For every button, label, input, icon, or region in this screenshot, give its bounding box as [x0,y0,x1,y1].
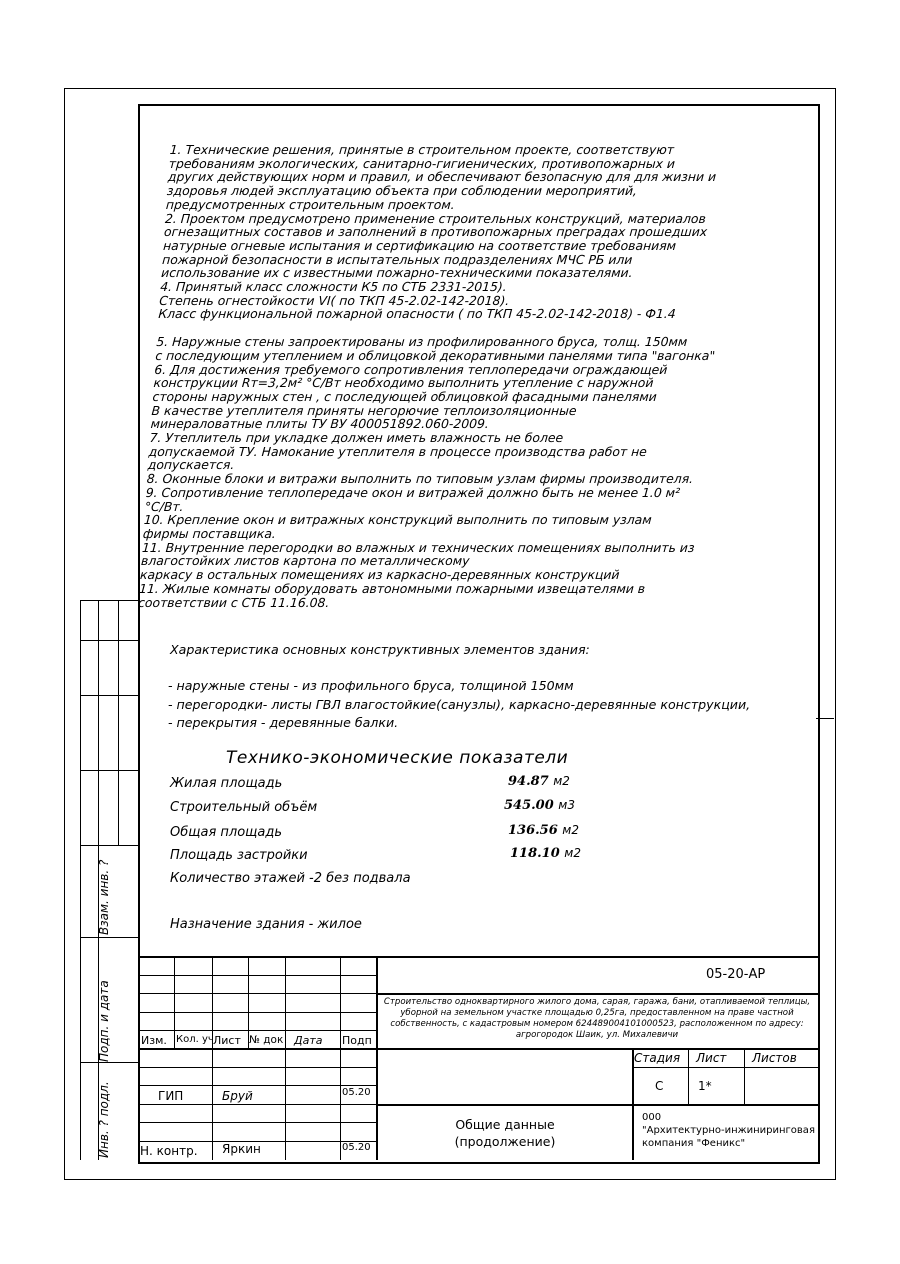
stamp-line [744,1048,745,1104]
hdr-izm: Изм. [141,1034,167,1047]
characteristics-title: Характеристика основных конструктивных элементов здания: [170,642,590,657]
stamp-line [340,956,341,1160]
stamp-line [138,1012,376,1013]
stamp-border [376,993,818,995]
sheet-title: Общие данные (продолжение) [454,1117,556,1149]
stamp-border [376,1048,818,1050]
side-line [118,600,119,845]
stamp-line [138,1030,376,1031]
stamp-border [138,956,818,958]
stage-value: С [655,1079,664,1093]
sheets-header: Листов [752,1051,797,1065]
note-1: 1. Технические решения, принятые в строительном проекте, соответствуют требованиям экологических, санитарно-гигиенических, противопожарных и других действующих норм и правил, и обеспечивают безопасную для для жизни и здоровья людей эксплуатацию объекта при соблюдении мероприятий, предусмотренных строительным проектом. [165,142,717,212]
tep-value: 94.87 м2 [508,774,570,789]
gip-name: Бруй [222,1089,253,1103]
sheet-value: 1* [698,1079,712,1093]
stamp-line [138,1067,376,1068]
hdr-sign: Подп [342,1034,372,1047]
stage-header: Стадия [634,1051,681,1065]
gip-date: 05.20 [342,1087,371,1098]
hdr-date: Дата [294,1034,323,1047]
gip-role: ГИП [158,1089,184,1103]
tep-label: Общая площадь [170,825,283,840]
stamp-line [632,1067,818,1068]
hdr-kol: Кол. уч [176,1034,214,1045]
stamp-line [138,1122,376,1123]
stamp-border [376,956,378,1160]
tep-value: 545.00 м3 [504,798,575,813]
sheet-header: Лист [696,1051,727,1065]
project-title: Строительство одноквартирного жилого дома, сарая, гаража, бани, отапливаемой теплицы, уборной на земельном участке площадью 0,25га, предоставленном на праве частной собственность, с кадастровым номером 624489004101000523, расположенном по адресу: агрогородок Шаик, ул. Михалевичи [383,997,811,1040]
stamp-line [138,1104,376,1105]
hdr-ndok: № док [249,1034,284,1046]
stamp-line [212,956,213,1160]
stamp-line [138,1048,376,1050]
stamp-line [285,956,286,1160]
note-4: 4. Принятый класс сложности К5 по СТБ 2331-2015). Степень огнестойкости VI( по ТКП 45-2.02-142-2018). Класс функциональной пожарной опасности ( по ТКП 45-2.02-142-2018) - Ф1.4 [157,279,677,322]
tep-label: Жилая площадь [170,776,283,791]
frame-tick [816,718,834,719]
side-line [80,937,138,938]
side-line [80,770,138,771]
stamp-line [688,1048,689,1104]
characteristics-item: - перекрытия - деревянные балки. [168,715,399,730]
stamp-border [376,1104,818,1106]
side-label-vzam: Взам. инв. ? [97,859,111,935]
side-label-inv-orig: Инв. ? подл. [97,1081,111,1158]
side-line [80,845,138,846]
stamp-line [174,956,175,1050]
organization: 000 "Архитектурно-инжиниринговая компания "Феникс" [642,1112,815,1149]
side-label-sign-date: Подп. и дата [97,980,111,1062]
tep-value: 118.10 м2 [510,846,581,861]
hdr-list: Лист [213,1034,241,1047]
general-notes [138,143,811,609]
side-line [80,695,138,696]
stamp-line [138,993,376,994]
project-code: 05-20-АР [706,967,766,982]
tep-purpose: Назначение здания - жилое [170,917,362,932]
stamp-line [138,1085,376,1086]
stamp-line [138,975,376,976]
tep-label: Площадь застройки [170,848,308,863]
note-5-11: 5. Наружные стены запроектированы из профилированного бруса, толщ. 150мм с последующим утеплением и облицовкой декоративными панелями типа "вагонка" 6. Для достижения требуемого сопротивления теплопередачи ограждающей конструкции Rт=3,2м² °С/Вт необходимо выполнить утепление с наружной стороны наружных стен , с последующей облицовкой фасадными панелями В качестве утеплителя приняты негорючие теплоизоляционные минераловатные плиты ТУ ВУ 400051892.060-2009. 7. Утеплитель при укладке должен иметь влажность не более допускаемой ТУ. Намокание утеплителя в процессе производства работ не допускается. 8. Оконные блоки и витражи выполнить по типовым узлам фирмы производителя. 9. Сопротивление теплопередаче окон и витражей должно быть не менее 1.0 м² °С/Вт. 10. Крепление окон и витражных конструкций выполнить по типовым узлам фирмы поставщика. 11. Внутренние перегородки во влажных и технических помещениях выполнить из влагостойких листов картона по металлическому каркасу в остальных помещениях из каркасно-деревянных конструкций 11. Жилые комнаты оборудовать автономными пожарными извещателями в соответствии с СТБ 11.16.08. [137,334,716,610]
side-line [80,600,138,601]
tep-label: Строительный объём [170,800,318,815]
nk-date: 05.20 [342,1142,371,1153]
tep-floors: Количество этажей -2 без подвала [170,871,411,886]
tep-title: Технико-экономические показатели [226,748,569,768]
nk-name: Яркин [222,1142,261,1156]
characteristics-item: - наружные стены - из профильного бруса, толщиной 150мм [168,678,574,693]
note-2: 2. Проектом предусмотрено применение строительных конструкций, материалов огнезащитных составов и заполнений в противопожарных преградах прошедших натурные огневые испытания и сертификацию на соответствие требованиям пожарной безопасности в испытательных подразделениях МЧС РБ или использование их с известными пожарно-техническими показателями. [160,210,708,281]
characteristics-item: - перегородки- листы ГВЛ влагостойкие(санузлы), каркасно-деревянные конструкции, [168,697,751,712]
nk-role: Н. контр. [140,1144,198,1158]
tep-value: 136.56 м2 [508,823,579,838]
side-line [80,600,81,1160]
side-line [80,1062,138,1063]
side-line [80,640,138,641]
